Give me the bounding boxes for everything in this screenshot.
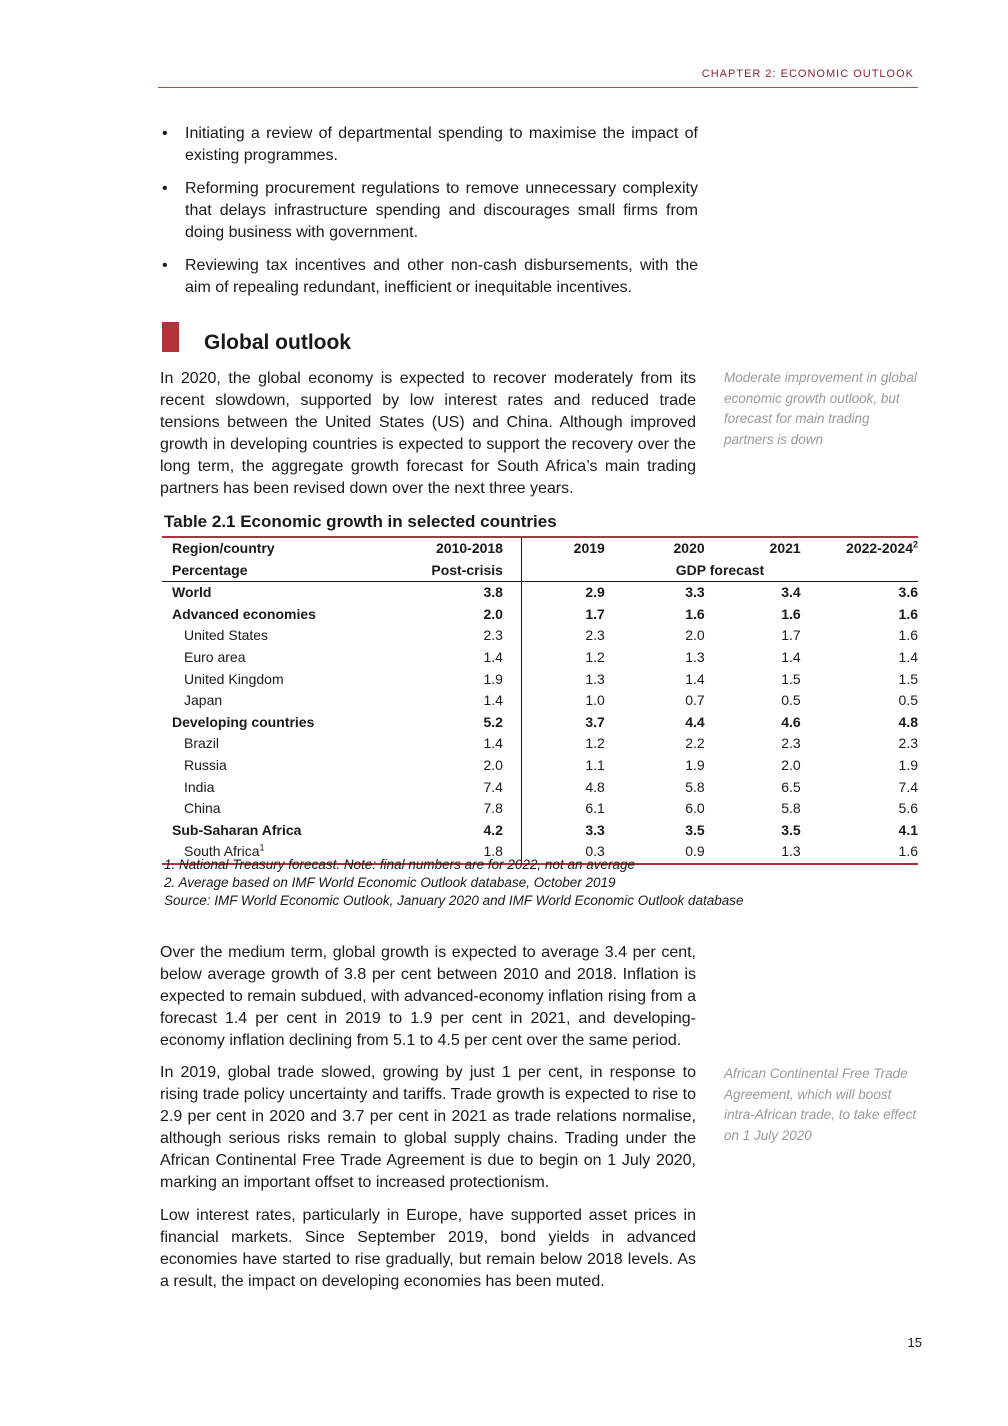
header-2022-2024-text: 2022-2024 — [846, 540, 913, 556]
cell-2021-text: 1.4 — [781, 648, 801, 665]
table-row — [162, 625, 918, 647]
cell-2021 — [705, 777, 801, 799]
cell-2022-2024 — [801, 755, 918, 777]
cell-2010-2018 — [408, 755, 521, 777]
cell-2020-text: 3.3 — [685, 584, 705, 601]
cell-2022-2024-text: 1.6 — [898, 627, 918, 644]
cell-2020-text: 4.4 — [685, 713, 705, 730]
cell-2010-2018 — [408, 690, 521, 712]
cell-2019 — [521, 604, 604, 626]
cell-2021-text: 4.6 — [781, 713, 801, 730]
cell-2020-text: 1.4 — [685, 670, 705, 687]
table-title: Table 2.1 Economic growth in selected countries — [164, 512, 557, 531]
paragraph-global-trade: In 2019, global trade slowed, growing by just 1 per cent, in response to rising trade policy uncertainty and tariffs. Trade growth is expected to rise to 2.9 per cent in 2020 and 3.7 per cent in 2021 as trade relations normalise, although serious risks remain to global supply chains. Trading under the African Continental Free Trade Agreement is due to begin on 1 July 2020, marking an important offset to increased protectionism. — [160, 1064, 696, 1191]
cell-2010-2018-text: 4.2 — [483, 821, 503, 838]
cell-2010-2018 — [408, 647, 521, 669]
cell-2020 — [605, 798, 705, 820]
bullet-item — [160, 255, 698, 299]
cell-2022-2024 — [801, 625, 918, 647]
cell-2010-2018 — [408, 625, 521, 647]
table-row — [162, 777, 918, 799]
table-note: 1. National Treasury forecast. Note: final numbers are for 2022, not an average — [164, 857, 636, 872]
row-label-text: India — [184, 778, 215, 795]
table-row — [162, 690, 918, 712]
cell-2019 — [521, 625, 604, 647]
cell-2022-2024-text: 4.8 — [898, 713, 918, 730]
cell-2010-2018-text: 2.3 — [483, 627, 503, 644]
row-label — [162, 604, 408, 626]
cell-2021 — [705, 755, 801, 777]
cell-2021-text: 5.8 — [781, 800, 801, 817]
cell-2022-2024-text: 5.6 — [898, 800, 918, 817]
footnote-mark: 1 — [259, 842, 265, 853]
row-label — [162, 712, 408, 734]
cell-2019-text: 1.0 — [585, 692, 605, 709]
cell-2021-text: 2.3 — [781, 735, 801, 752]
cell-2010-2018 — [408, 604, 521, 626]
header-divider — [158, 87, 918, 88]
row-label-text: Brazil — [184, 735, 220, 752]
cell-2010-2018-text: 1.4 — [483, 735, 503, 752]
cell-2010-2018 — [408, 733, 521, 755]
header-gdp-forecast: GDP forecast — [521, 560, 918, 582]
cell-2021-text: 1.7 — [781, 627, 801, 644]
bullet-text: Reforming procurement regulations to remove unnecessary complexity that delays infrastructure spending and discourages small firms from doing business with government. — [185, 180, 698, 241]
table-row — [162, 647, 918, 669]
cell-2021 — [705, 690, 801, 712]
row-label — [162, 755, 408, 777]
row-label-text: Developing countries — [172, 713, 315, 730]
bullet-glyph: • — [162, 180, 168, 197]
table-notes — [164, 856, 744, 910]
cell-2022-2024 — [801, 647, 918, 669]
cell-2020-text: 2.2 — [685, 735, 705, 752]
cell-2021-text: 3.4 — [781, 584, 801, 601]
header-percentage: Percentage — [162, 560, 408, 582]
cell-2021-text: 6.5 — [781, 778, 801, 795]
cell-2021-text: 0.5 — [781, 692, 801, 709]
cell-2019-text: 0.3 — [585, 843, 605, 860]
cell-2010-2018-text: 5.2 — [483, 713, 503, 730]
margin-note-afcfta: African Continental Free Trade Agreement, which will boost intra-African trade, to take effect on 1 July 2020 — [724, 1066, 917, 1143]
cell-2022-2024-text: 4.1 — [898, 821, 918, 838]
row-label — [162, 690, 408, 712]
cell-2020 — [605, 712, 705, 734]
row-label — [162, 647, 408, 669]
cell-2020 — [605, 733, 705, 755]
section-marker — [162, 322, 179, 352]
cell-2022-2024 — [801, 841, 918, 864]
bullet-list — [160, 123, 698, 310]
cell-2022-2024-text: 1.6 — [898, 843, 918, 860]
cell-2021 — [705, 604, 801, 626]
row-label-text: United Kingdom — [184, 670, 284, 687]
cell-2020-text: 5.8 — [685, 778, 705, 795]
cell-2010-2018-text: 2.0 — [483, 756, 503, 773]
cell-2021 — [705, 582, 801, 604]
footnote-mark: 2 — [912, 539, 918, 550]
cell-2020 — [605, 690, 705, 712]
paragraph-medium-term: Over the medium term, global growth is expected to average 3.4 per cent, below average growth of 3.8 per cent between 2010 and 2018. Inflation is expected to remain subdued, with advanced-economy inflation rising from a forecast 1.4 per cent in 2019 to 1.9 per cent in 2021, and developing-economy inflation declining from 5.1 to 4.5 per cent over the same period. — [160, 944, 696, 1049]
bullet-item — [160, 123, 698, 167]
bullet-text: Initiating a review of departmental spending to maximise the impact of existing programmes. — [185, 125, 698, 164]
cell-2020 — [605, 755, 705, 777]
cell-2010-2018-text: 1.4 — [483, 648, 503, 665]
cell-2021 — [705, 669, 801, 691]
cell-2010-2018 — [408, 669, 521, 691]
cell-2019-text: 3.7 — [585, 713, 605, 730]
cell-2019-text: 1.2 — [585, 735, 605, 752]
table-header-row — [162, 537, 918, 560]
cell-2022-2024 — [801, 582, 918, 604]
row-label — [162, 669, 408, 691]
cell-2019-text: 2.9 — [585, 584, 605, 601]
cell-2010-2018 — [408, 798, 521, 820]
table-row — [162, 755, 918, 777]
cell-2020 — [605, 647, 705, 669]
cell-2021 — [705, 647, 801, 669]
cell-2019 — [521, 582, 604, 604]
cell-2010-2018-text: 7.4 — [483, 778, 503, 795]
row-label-text: Sub-Saharan Africa — [172, 821, 302, 838]
cell-2010-2018 — [408, 820, 521, 842]
cell-2019 — [521, 755, 604, 777]
header-2021: 2021 — [705, 537, 801, 560]
cell-2010-2018-text: 1.9 — [483, 670, 503, 687]
header-2019: 2019 — [521, 537, 604, 560]
bullet-item — [160, 178, 698, 244]
cell-2020 — [605, 777, 705, 799]
page-number: 15 — [907, 1335, 922, 1350]
cell-2021-text: 3.5 — [781, 821, 801, 838]
cell-2022-2024-text: 1.5 — [898, 670, 918, 687]
cell-2021 — [705, 820, 801, 842]
row-label — [162, 777, 408, 799]
cell-2022-2024-text: 3.6 — [898, 584, 918, 601]
cell-2019 — [521, 820, 604, 842]
cell-2020-text: 1.6 — [685, 605, 705, 622]
row-label — [162, 625, 408, 647]
cell-2022-2024 — [801, 733, 918, 755]
cell-2019-text: 4.8 — [585, 778, 605, 795]
cell-2020 — [605, 625, 705, 647]
table-source: Source: IMF World Economic Outlook, January 2020 and IMF World Economic Outlook database — [164, 893, 744, 908]
table-subheader-row — [162, 560, 918, 582]
cell-2022-2024 — [801, 712, 918, 734]
chapter-header: CHAPTER 2: ECONOMIC OUTLOOK — [701, 68, 914, 80]
cell-2022-2024-text: 0.5 — [898, 692, 918, 709]
cell-2022-2024 — [801, 669, 918, 691]
row-label-text: China — [184, 800, 221, 817]
row-label-text: World — [172, 584, 212, 601]
bullet-text: Reviewing tax incentives and other non-cash disbursements, with the aim of repealing redundant, inefficient or inequitable incentives. — [185, 257, 698, 296]
cell-2019 — [521, 669, 604, 691]
cell-2022-2024-text: 1.6 — [898, 605, 918, 622]
table-row — [162, 733, 918, 755]
cell-2019 — [521, 733, 604, 755]
table-row — [162, 582, 918, 604]
cell-2020-text: 6.0 — [685, 800, 705, 817]
cell-2020 — [605, 669, 705, 691]
cell-2010-2018-text: 7.8 — [483, 800, 503, 817]
paragraph-interest-rates: Low interest rates, particularly in Europe, have supported asset prices in financial markets. Since September 2019, bond yields in advanced economies have started to rise gradually, but remain below 2018 levels. As a result, the impact on developing economies has been muted. — [160, 1207, 696, 1290]
header-2022-2024 — [801, 537, 918, 560]
row-label-text: Advanced economies — [172, 605, 316, 622]
header-region: Region/country — [162, 537, 408, 560]
cell-2020-text: 3.5 — [685, 821, 705, 838]
bullet-glyph: • — [162, 257, 168, 274]
table-row — [162, 798, 918, 820]
cell-2022-2024 — [801, 798, 918, 820]
cell-2020-text: 1.9 — [685, 756, 705, 773]
cell-2019-text: 3.3 — [585, 821, 605, 838]
table-row — [162, 604, 918, 626]
cell-2019 — [521, 647, 604, 669]
cell-2020 — [605, 582, 705, 604]
section-title: Global outlook — [204, 331, 351, 354]
header-2010-2018: 2010-2018 — [408, 537, 521, 560]
row-label-text: Russia — [184, 756, 227, 773]
cell-2019-text: 1.7 — [585, 605, 605, 622]
cell-2022-2024-text: 7.4 — [898, 778, 918, 795]
cell-2021-text: 1.5 — [781, 670, 801, 687]
table-row — [162, 820, 918, 842]
row-label — [162, 582, 408, 604]
cell-2020-text: 2.0 — [685, 627, 705, 644]
cell-2010-2018-text: 1.4 — [483, 692, 503, 709]
cell-2022-2024 — [801, 820, 918, 842]
cell-2022-2024-text: 1.4 — [898, 648, 918, 665]
header-post-crisis: Post-crisis — [408, 560, 521, 582]
table-row — [162, 712, 918, 734]
cell-2021-text: 2.0 — [781, 756, 801, 773]
cell-2021-text: 1.3 — [781, 843, 801, 860]
margin-note-growth: Moderate improvement in global economic growth outlook, but forecast for main trading partners is down — [724, 370, 917, 447]
cell-2010-2018-text: 2.0 — [483, 605, 503, 622]
cell-2020 — [605, 604, 705, 626]
row-label-text: United States — [184, 627, 269, 644]
row-label — [162, 798, 408, 820]
cell-2021 — [705, 733, 801, 755]
cell-2019-text: 6.1 — [585, 800, 605, 817]
cell-2019 — [521, 712, 604, 734]
cell-2022-2024 — [801, 604, 918, 626]
cell-2020-text: 0.9 — [685, 843, 705, 860]
cell-2022-2024 — [801, 777, 918, 799]
cell-2021-text: 1.6 — [781, 605, 801, 622]
table-note: 2. Average based on IMF World Economic Outlook database, October 2019 — [164, 875, 616, 890]
cell-2010-2018 — [408, 777, 521, 799]
cell-2019 — [521, 690, 604, 712]
table-row — [162, 669, 918, 691]
header-2020: 2020 — [605, 537, 705, 560]
growth-table — [162, 536, 918, 865]
cell-2010-2018-text: 3.8 — [483, 584, 503, 601]
cell-2020-text: 1.3 — [685, 648, 705, 665]
cell-2019-text: 1.1 — [585, 756, 605, 773]
cell-2021 — [705, 798, 801, 820]
cell-2020-text: 0.7 — [685, 692, 705, 709]
cell-2019-text: 2.3 — [585, 627, 605, 644]
row-label-text: Japan — [184, 692, 223, 709]
paragraph-global-economy: In 2020, the global economy is expected to recover moderately from its recent slowdown, supported by low interest rates and reduced trade tensions between the United States (US) and China. Although improved growth in developing countries is expected to support the recovery over the long term, the aggregate growth forecast for South Africa’s main trading partners has been revised down over the next three years. — [160, 370, 696, 497]
row-label-text: Euro area — [184, 648, 246, 665]
bullet-glyph: • — [162, 125, 168, 142]
row-label-text: South Africa — [184, 843, 260, 860]
cell-2022-2024 — [801, 690, 918, 712]
cell-2019 — [521, 798, 604, 820]
cell-2019-text: 1.3 — [585, 670, 605, 687]
cell-2019-text: 1.2 — [585, 648, 605, 665]
cell-2010-2018 — [408, 712, 521, 734]
cell-2022-2024-text: 1.9 — [898, 756, 918, 773]
cell-2010-2018 — [408, 582, 521, 604]
row-label — [162, 733, 408, 755]
cell-2021 — [705, 712, 801, 734]
row-label — [162, 820, 408, 842]
cell-2021 — [705, 625, 801, 647]
cell-2020 — [605, 820, 705, 842]
cell-2022-2024-text: 2.3 — [898, 735, 918, 752]
cell-2019 — [521, 777, 604, 799]
cell-2010-2018-text: 1.8 — [483, 843, 503, 860]
